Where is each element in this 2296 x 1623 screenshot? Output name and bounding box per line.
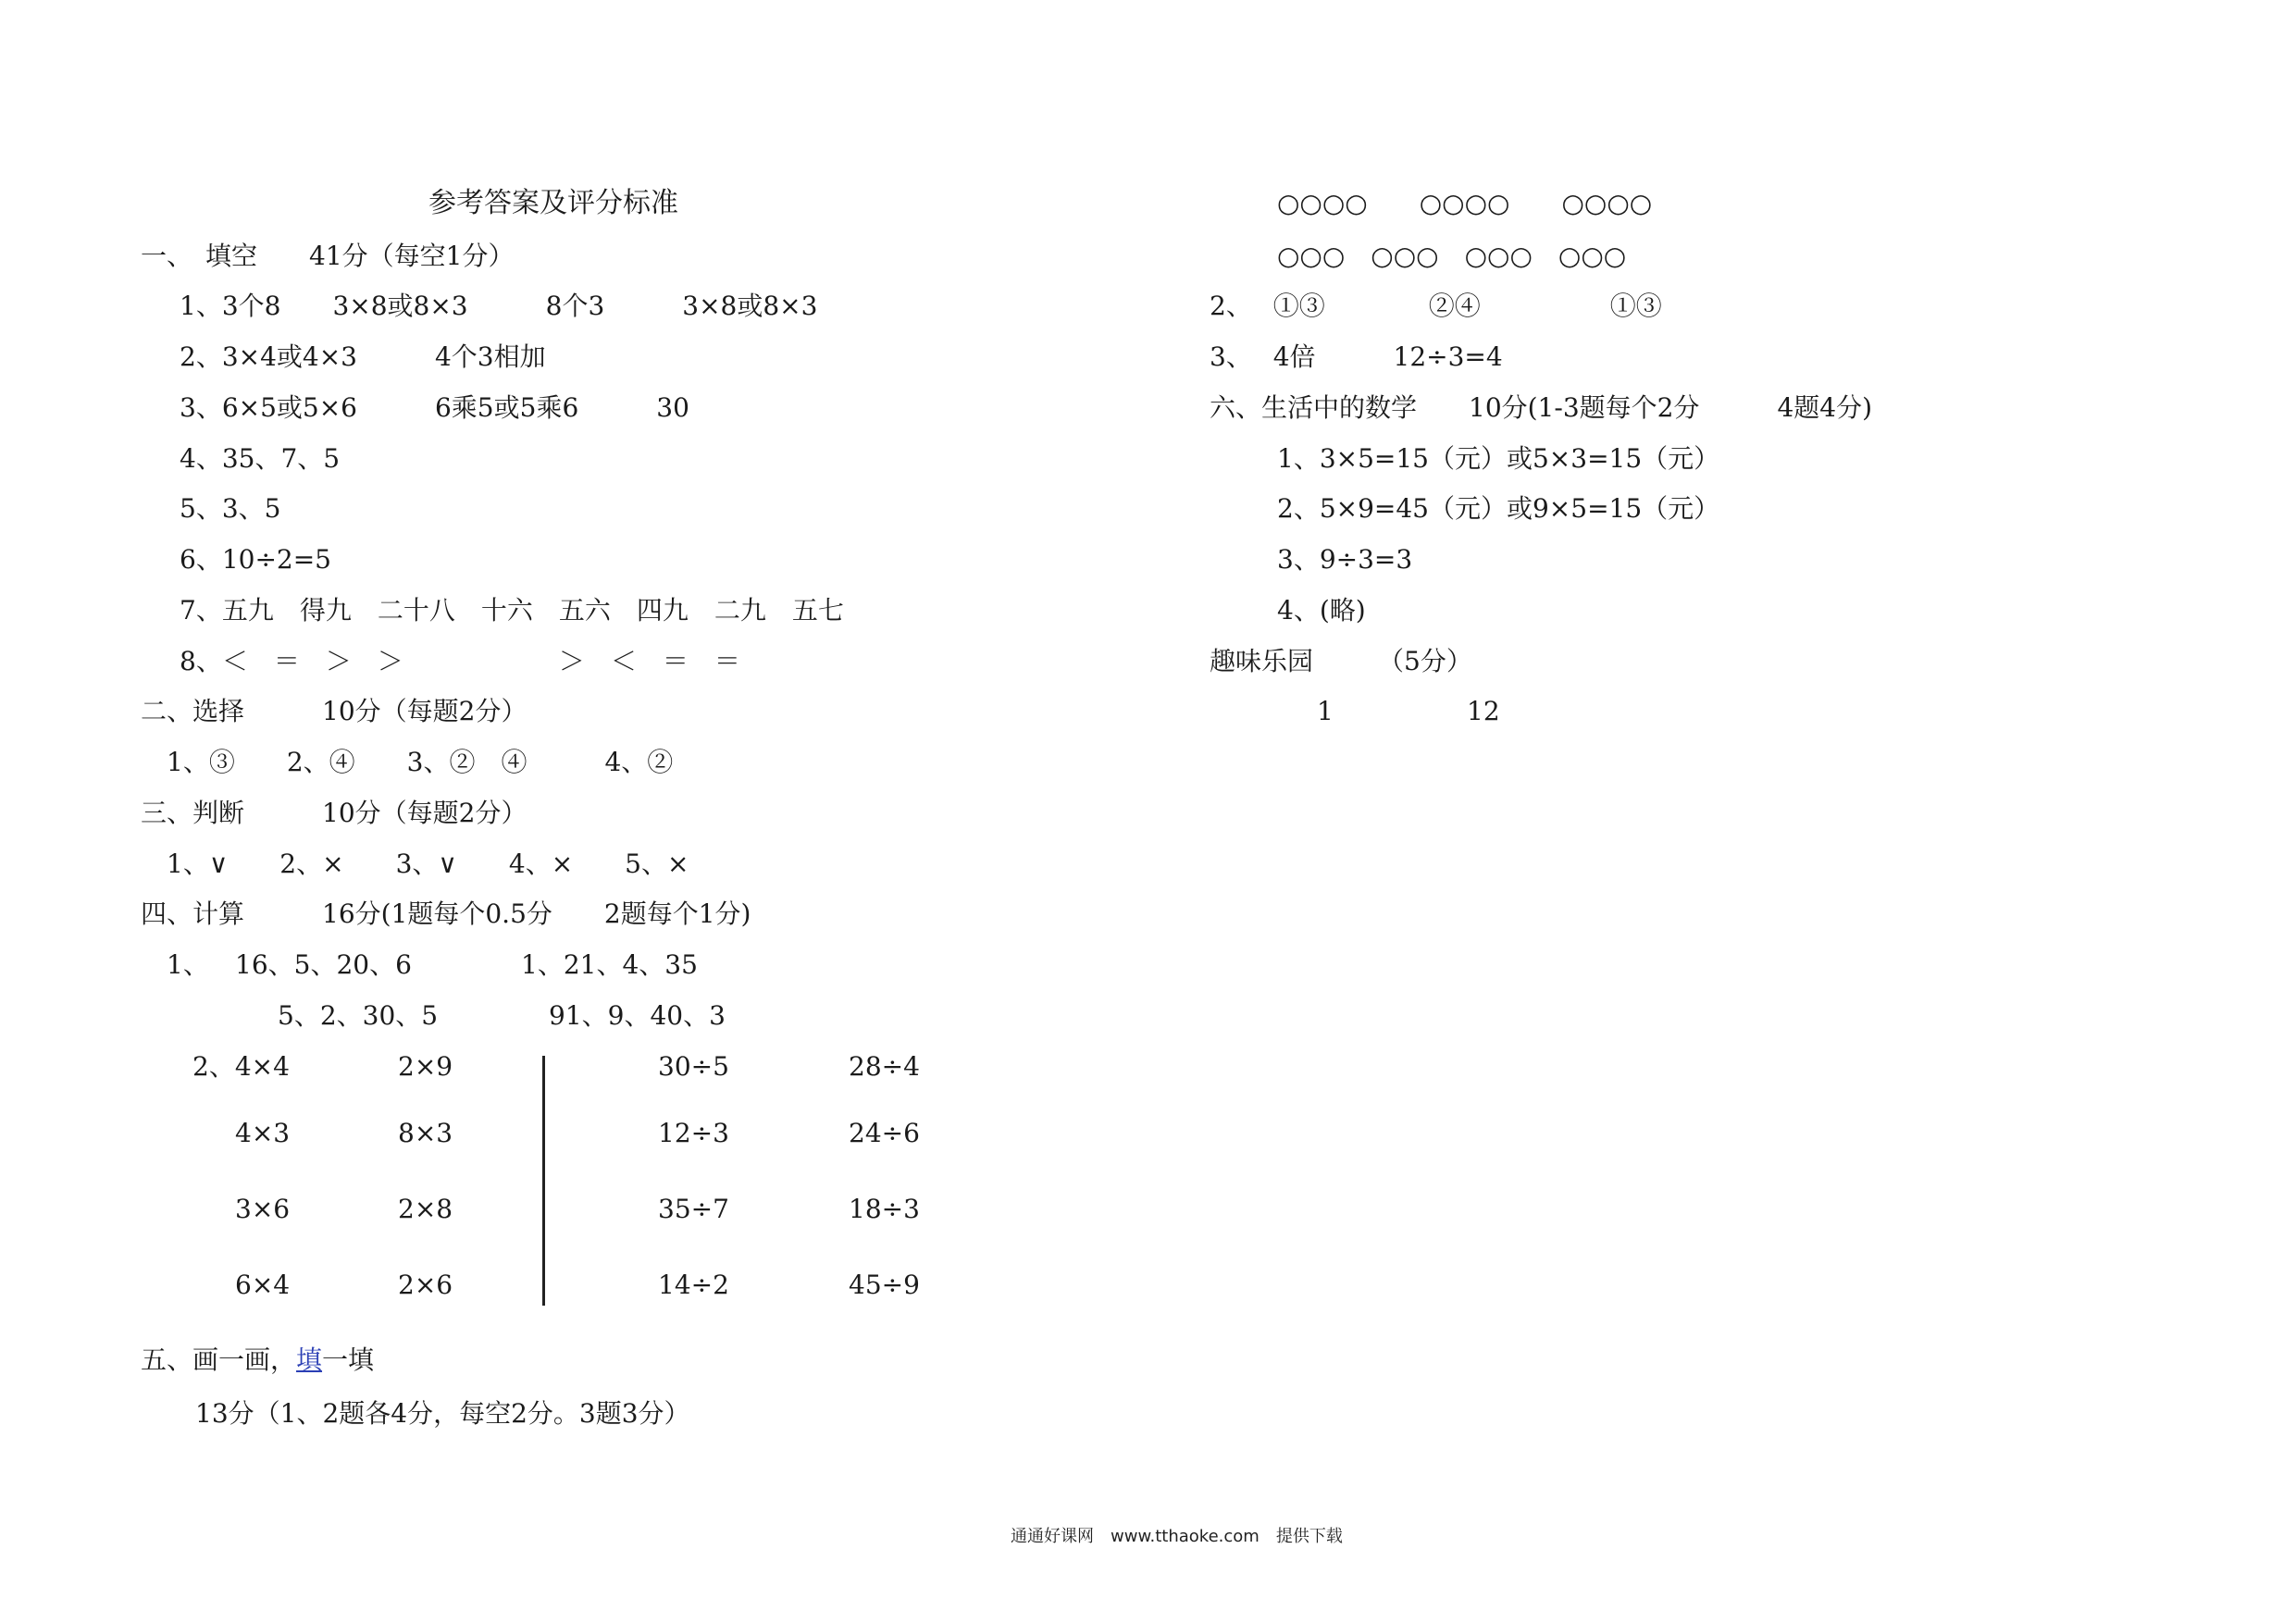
s5-q2: 2、 ①③ ②④ ①③: [1210, 291, 1662, 321]
circles-row-1: ○○○○ ○○○○ ○○○○: [1277, 188, 1653, 218]
s1-line-2: 2、3×4或4×3 4个3相加: [180, 341, 546, 372]
calc-cell: 35÷7: [658, 1194, 729, 1224]
calc-cell: 18÷3: [849, 1194, 920, 1224]
calc-cell: 2、4×4: [192, 1051, 290, 1082]
section-4-header: 四、计算 16分(1题每个0.5分 2题每个1分): [141, 898, 751, 929]
circles-row-2: ○○○ ○○○ ○○○ ○○○: [1277, 241, 1627, 271]
s5-q3: 3、 4倍 12÷3=4: [1210, 341, 1503, 372]
fun-answer-2: 12: [1467, 696, 1500, 726]
calc-cell: 30÷5: [658, 1051, 729, 1082]
s4-line2-b: 91、9、40、3: [549, 1000, 726, 1031]
s5-header-link[interactable]: 填: [296, 1344, 323, 1375]
s1-line-7: 7、五九 得九 二十八 十六 五六 四九 二九 五七: [180, 595, 844, 626]
s1-line-1: 1、3个8 3×8或8×3 8个3 3×8或8×3: [180, 291, 818, 321]
s6-line-4: 4、(略): [1277, 595, 1366, 626]
footer-credit: 通通好课网 www.tthaoke.com 提供下载: [1011, 1527, 1343, 1546]
fun-answer-1: 1: [1317, 696, 1334, 726]
section-5-header: [141, 1344, 374, 1377]
calc-cell: 2×9: [398, 1051, 453, 1082]
section-6-header: 六、生活中的数学 10分(1-3题每个2分 4题4分): [1210, 392, 1873, 423]
calc-cell: 8×3: [398, 1118, 453, 1148]
page-title: 参考答案及评分标准: [428, 187, 678, 219]
section-3-header: 三、判断 10分（每题2分）: [141, 798, 527, 828]
calc-cell: 45÷9: [849, 1270, 920, 1300]
calc-cell: 2×6: [398, 1270, 453, 1300]
calc-cell: 6×4: [235, 1270, 291, 1300]
s1-line-5: 5、3、5: [180, 493, 281, 524]
s4-line1-b: 1、21、4、35: [521, 949, 698, 980]
s1-line-6: 6、10÷2=5: [180, 544, 331, 575]
s5-score: 13分（1、2题各4分，每空2分。3题3分）: [195, 1398, 690, 1429]
calc-cell: 28÷4: [849, 1051, 920, 1082]
calc-cell: 12÷3: [658, 1118, 729, 1148]
s6-line-1: 1、3×5=15（元）或5×3=15（元）: [1277, 443, 1720, 474]
s6-line-2: 2、5×9=45（元）或9×5=15（元）: [1277, 493, 1720, 524]
calc-divider-line: [542, 1056, 545, 1306]
s3-answers: 1、∨ 2、× 3、∨ 4、× 5、×: [167, 849, 689, 879]
s2-answers: 1、③ 2、④ 3、② ④ 4、②: [167, 747, 674, 777]
s4-line2-a: 5、2、30、5: [278, 1000, 439, 1031]
calc-cell: 4×3: [235, 1118, 291, 1148]
s4-line1-a: 16、5、20、6: [235, 949, 412, 980]
s6-line-3: 3、9÷3=3: [1277, 544, 1413, 575]
s4-line1-label: 1、: [167, 949, 209, 980]
s1-line-8: 8、＜ ＝ ＞ ＞ ＞ ＜ ＝ ＝: [180, 646, 740, 676]
section-2-header: 二、选择 10分（每题2分）: [141, 696, 527, 726]
calc-cell: 2×8: [398, 1194, 453, 1224]
s5-header-pre: 五、画一画，: [141, 1344, 297, 1375]
fun-header: 趣味乐园 （5分）: [1210, 646, 1472, 676]
section-1-header: 一、 填空 41分（每空1分）: [141, 241, 515, 271]
calc-cell: 3×6: [235, 1194, 291, 1224]
s1-line-3: 3、6×5或5×6 6乘5或5乘6 30: [180, 392, 689, 423]
s1-line-4: 4、35、7、5: [180, 443, 341, 474]
s5-header-post: 一填: [322, 1344, 375, 1375]
calc-cell: 14÷2: [658, 1270, 729, 1300]
calc-cell: 24÷6: [849, 1118, 920, 1148]
